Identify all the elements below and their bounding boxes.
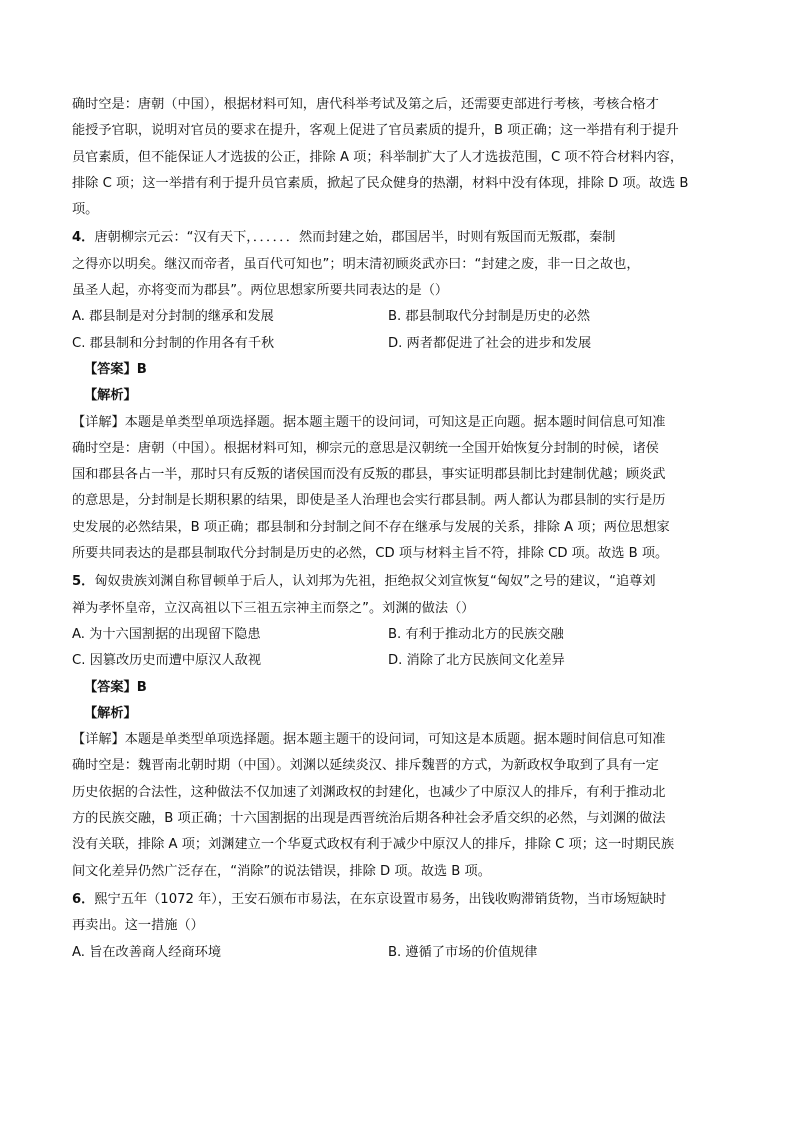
option-c: C. 郡县制和分封制的作用各有千秋	[72, 335, 275, 351]
question-stem-line: 禅为孝怀皇帝，立汉高祖以下三祖五宗神主而祭之”。刘渊的做法（）	[72, 600, 475, 616]
text-line: 【详解】本题是单类型单项选择题。据本题主题干的设问词，可知这是正向题。据本题时间信息可知准	[72, 414, 666, 430]
question-stem-line: 再卖出。这一措施（）	[72, 918, 204, 934]
question-stem-line: 虽圣人起，亦将变而为郡县”。两位思想家所要共同表达的是（）	[72, 283, 449, 299]
text-line: 没有关联，排除 A 项；刘渊建立一个华夏式政权有利于减少中原汉人的排斥，排除 C 项；这一时期民族	[72, 837, 675, 853]
previous-explanation	[72, 92, 722, 223]
text-line: 所要共同表达的是郡县制取代分封制是历史的必然，CD 项与材料主旨不符，排除 CD 项。故选 B 项。	[72, 546, 669, 562]
option-d: D. 两者都促进了社会的进步和发展	[388, 335, 592, 351]
text-line: 的意思是，分封制是长期积累的结果，即使是圣人治理也会实行郡县制。两人都认为郡县制的实行是历	[72, 493, 666, 509]
text-line: 间文化差异仍然广泛存在，“消除”的说法错误，排除 D 项。故选 B 项。	[72, 863, 491, 879]
text-line: 历史依据的合法性，这种做法不仅加速了刘渊政权的封建化，也减少了中原汉人的排斥，有利于推动北	[72, 784, 666, 800]
analysis-label: 【解析】	[84, 705, 137, 721]
question-4-options	[72, 304, 722, 357]
option-a: A. 旨在改善商人经商环境	[72, 944, 222, 960]
question-stem-line: 之得亦以明矣。继汉而帝者，虽百代可知也”；明末清初顾炎武亦曰：“封建之废，非一日之故也，	[72, 256, 640, 272]
question-stem-line: 6．熙宁五年（1072 年），王安石颁布市易法，在东京设置市易务，出钱收购滞销货物，当市场短缺时	[72, 891, 667, 907]
text-line: 员官素质，但不能保证人才选拔的公正，排除 A 项；科举制扩大了人才选拔范围，C 项不符合材料内容，	[72, 149, 684, 165]
text-line: 确时空是：唐朝（中国），根据材料可知，唐代科举考试及第之后，还需要吏部进行考核，考核合格才	[72, 97, 659, 112]
answer-label: 【答案】B	[84, 361, 147, 377]
option-b: B. 遵循了市场的价值规律	[388, 944, 538, 960]
analysis-label: 【解析】	[84, 388, 137, 404]
question-5-detail	[72, 727, 722, 885]
question-number: 4．	[72, 230, 95, 246]
option-d: D. 消除了北方民族间文化差异	[388, 653, 565, 669]
option-b: B. 郡县制取代分封制是历史的必然	[388, 309, 591, 325]
text-line: 国和郡县各占一半，那时只有反叛的诸侯国而没有反叛的郡县，事实证明郡县制比封建制优越；顾炎武	[72, 467, 666, 483]
text-line: 能授予官职，说明对官员的要求在提升，客观上促进了官员素质的提升，B 项正确；这一举措有利于提升	[72, 123, 679, 139]
text-line: 项。	[72, 202, 99, 218]
question-5-options	[72, 622, 722, 675]
text-line: 确时空是：唐朝（中国）。根据材料可知，柳宗元的意思是汉朝统一全国开始恢复分封制的时候，诸侯	[72, 440, 659, 456]
text-line: 方的民族交融，B 项正确；十六国割据的出现是西晋统治后期各种社会矛盾交织的必然，与刘渊的做法	[72, 811, 666, 827]
text-line: 确时空是：魏晋南北朝时期（中国）。刘渊以延续炎汉、排斥魏晋的方式，为新政权争取到了具有一定	[72, 758, 659, 774]
option-a: A. 郡县制是对分封制的继承和发展	[72, 309, 274, 325]
question-4	[72, 225, 722, 304]
question-6	[72, 887, 722, 940]
option-b: B. 有利于推动北方的民族交融	[388, 626, 564, 642]
question-5	[72, 569, 722, 622]
option-c: C. 因篡改历史而遭中原汉人敌视	[72, 653, 262, 669]
option-a: A. 为十六国割据的出现留下隐患	[72, 626, 261, 642]
question-stem-line: 5．匈奴贵族刘渊自称冒顿单于后人，认刘邦为先祖，拒绝叔父刘宣恢复“匈奴”之号的建议，“追尊刘	[72, 574, 656, 590]
question-number: 5．	[72, 574, 95, 590]
question-stem-line: 4．唐朝柳宗元云：“汉有天下，．．．．．．然而封建之始，郡国居半，时则有叛国而无叛郡，秦制	[72, 230, 616, 246]
question-4-detail	[72, 410, 722, 568]
answer-label: 【答案】B	[84, 679, 147, 695]
text-line: 【详解】本题是单类型单项选择题。据本题主题干的设问词，可知这是本质题。据本题时间信息可知准	[72, 732, 666, 748]
text-line: 史发展的必然结果，B 项正确；郡县制和分封制之间不存在继承与发展的关系，排除 A 项；两位思想家	[72, 519, 670, 535]
question-6-options	[72, 940, 722, 966]
question-number: 6．	[72, 891, 95, 907]
document-page	[72, 92, 722, 966]
text-line: 排除 C 项；这一举措有利于提升员官素质，掀起了民众健身的热潮，材料中没有体现，排除 D 项。故选 B	[72, 175, 689, 191]
